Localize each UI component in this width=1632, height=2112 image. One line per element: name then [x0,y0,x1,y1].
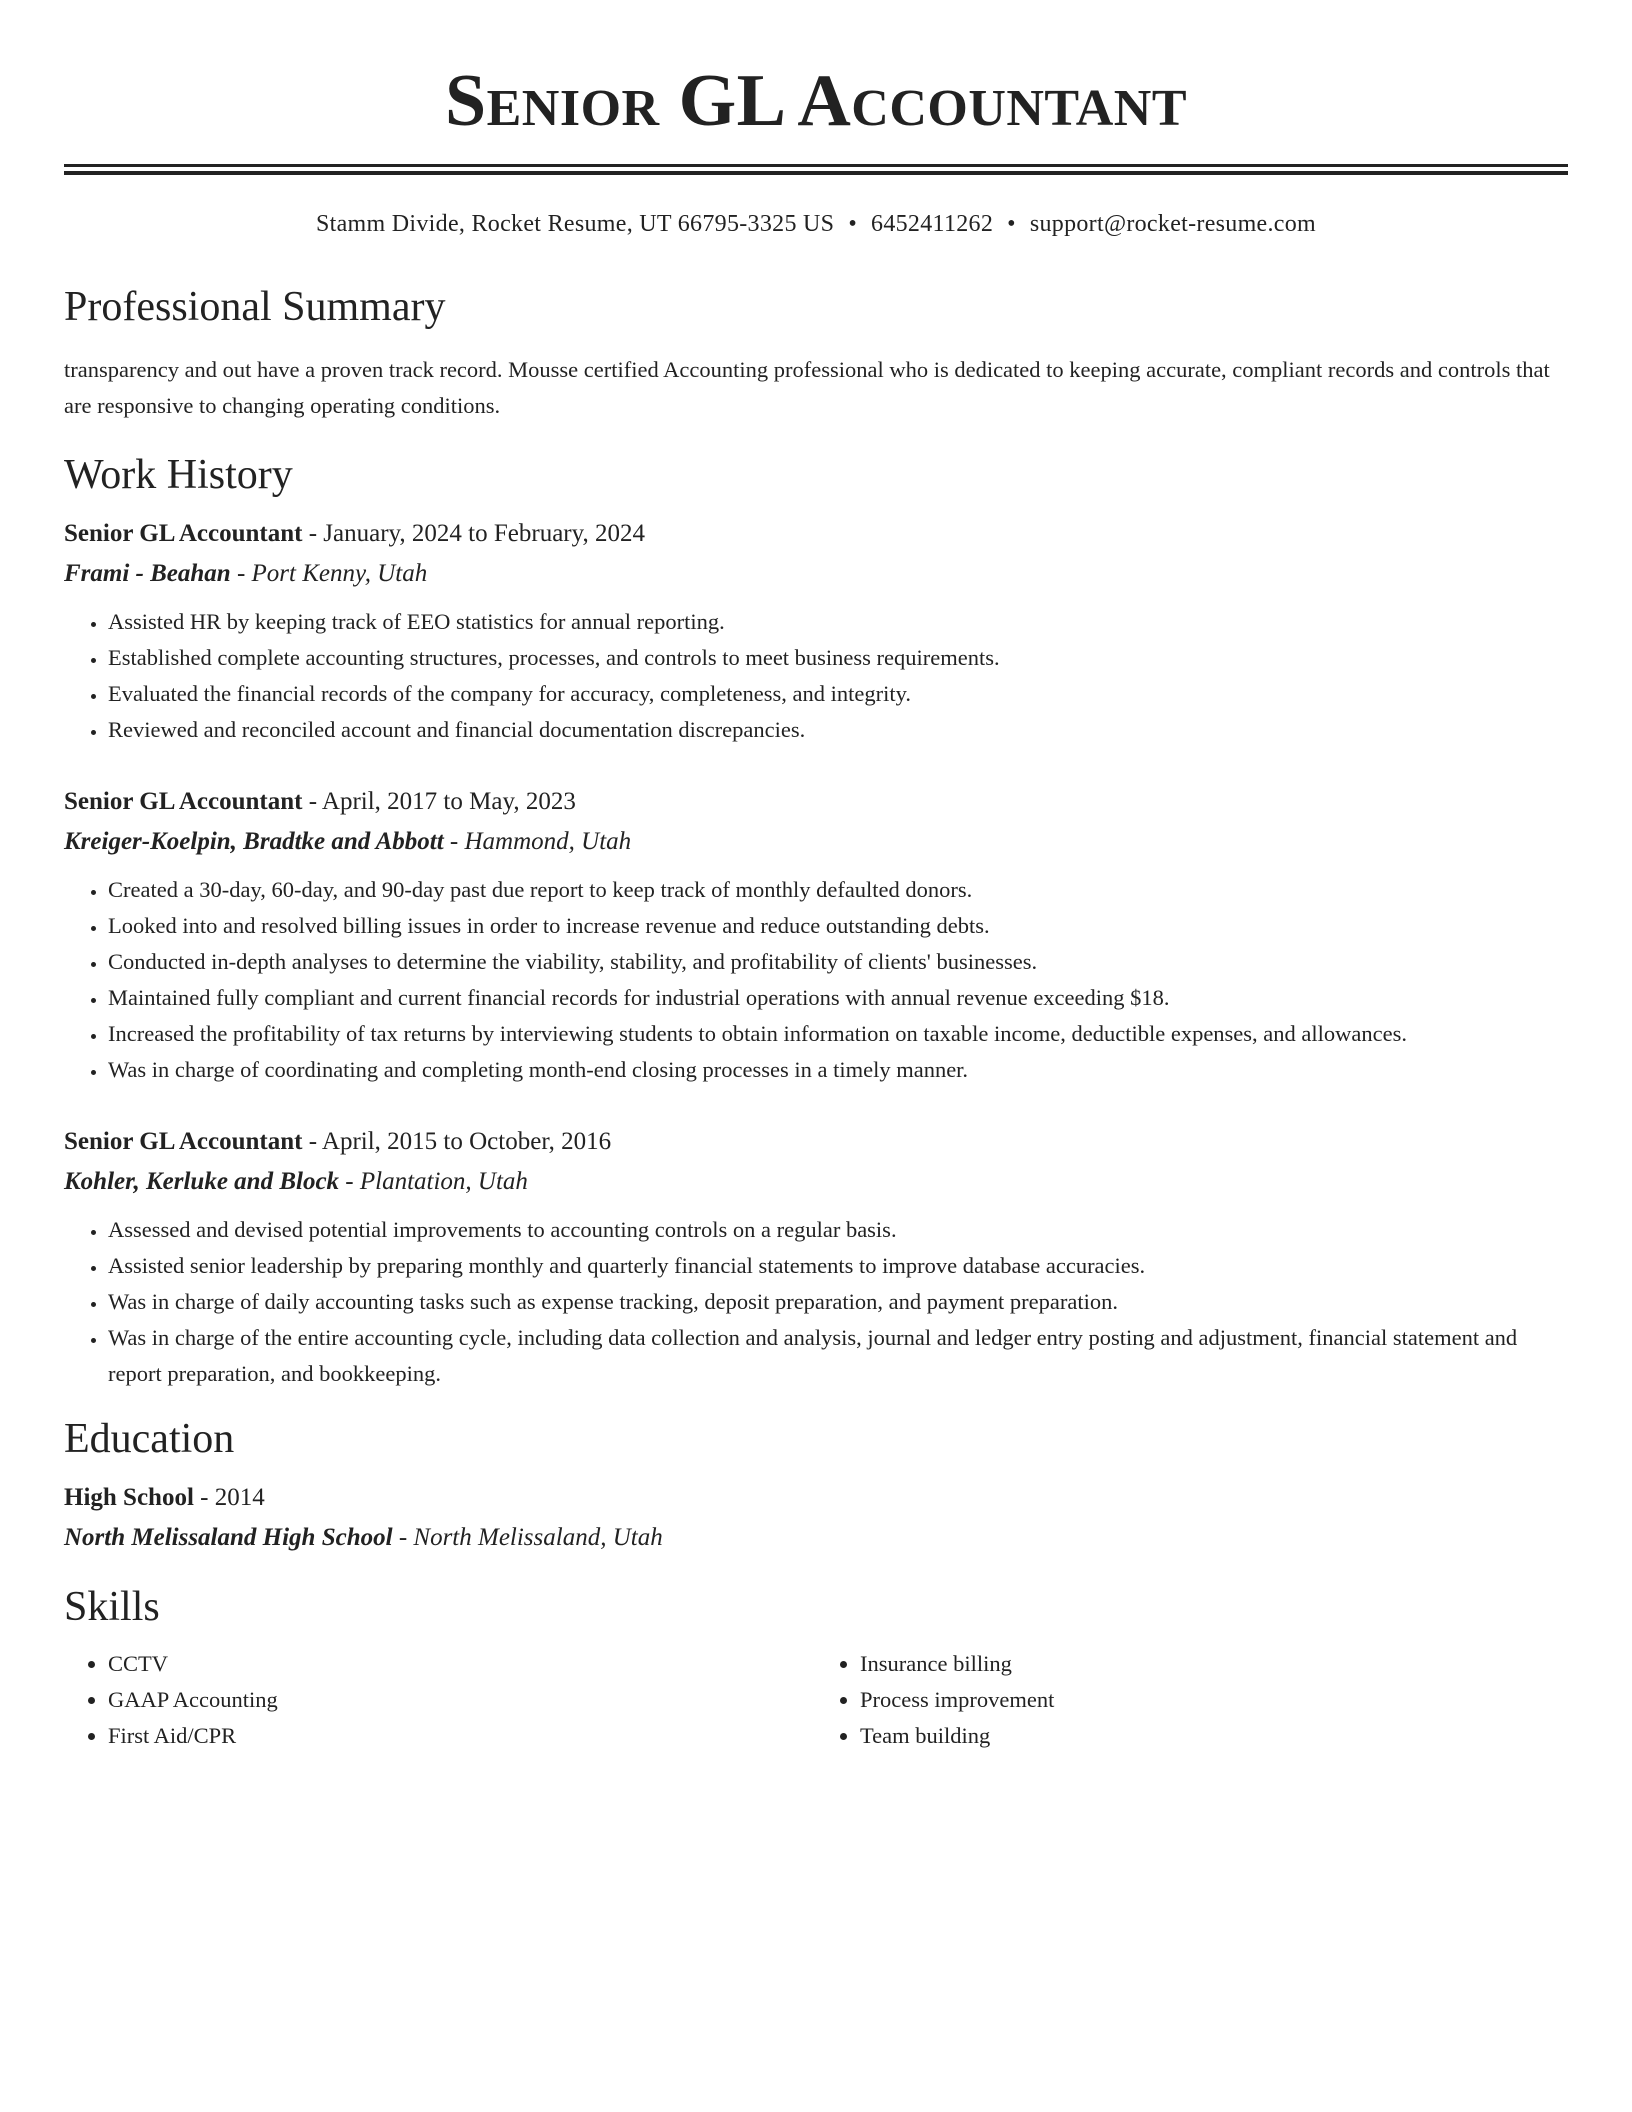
job-company-line [64,822,1568,862]
skill-item: • Process improvement [860,1682,1568,1718]
list-item: • Was in charge of daily accounting tasks such as expense tracking, deposit preparation, and payment preparation. [108,1284,1568,1320]
education-school: North Melissaland High School [64,1524,393,1551]
contact-address: Stamm Divide, Rocket Resume, UT 66795-3325 US [315,211,835,237]
page-title: Senior GL Accountant [444,60,1188,142]
skill-item: • GAAP Accounting [108,1682,816,1718]
list-item: • Was in charge of the entire accounting cycle, including data collection and analysis, journal and ledger entry posting and adjustment, financial statement and report preparation, and bookkeeping. [108,1320,1568,1392]
education-location: - North Melissaland, Utah [392,1524,663,1551]
job-bullets [64,604,1568,748]
list-item: • Maintained fully compliant and current financial records for industrial operations with annual revenue exceeding $18. [108,980,1568,1016]
job-dates: - April, 2017 to May, 2023 [302,788,576,815]
work-history-heading: Work History [64,452,293,498]
list-item: • Assisted HR by keeping track of EEO statistics for annual reporting. [108,604,1568,640]
list-item: • Established complete accounting structures, processes, and controls to meet business requirements. [108,640,1568,676]
job-entry-1 [64,514,1568,748]
skills-column-left [64,1646,816,1754]
job-title-line [64,782,1568,822]
education-year: - 2014 [193,1484,265,1511]
job-dates: - April, 2015 to October, 2016 [302,1128,612,1155]
job-company: Kreiger-Koelpin, Bradtke and Abbott [64,828,444,855]
contact-email: support@rocket-resume.com [1029,211,1317,237]
job-title: Senior GL Accountant [64,520,303,547]
education-degree: High School [64,1484,194,1511]
summary-text: transparency and out have a proven track record. Mousse certified Accounting professional who is dedicated to keeping accurate, compliant records and controls that are responsive to changing operating conditions. [64,357,1550,418]
contact-separator: • [1007,211,1016,237]
skills-heading: Skills [64,1584,160,1630]
job-location: - Plantation, Utah [339,1168,528,1195]
contact-phone: 6452411262 [871,211,994,237]
job-dates: - January, 2024 to February, 2024 [302,520,645,547]
job-location: - Hammond, Utah [443,828,632,855]
list-item: • Was in charge of coordinating and completing month-end closing processes in a timely manner. [108,1052,1568,1088]
job-title-line [64,514,1568,554]
education-heading: Education [64,1416,235,1462]
summary-heading: Professional Summary [64,284,446,330]
list-item: • Assessed and devised potential improvements to accounting controls on a regular basis. [108,1212,1568,1248]
job-company-line [64,554,1568,594]
job-title: Senior GL Accountant [64,788,303,815]
contact-line [64,209,1568,239]
job-title-line [64,1122,1568,1162]
contact-separator: • [848,211,858,237]
title-divider [64,164,1568,175]
job-company: Kohler, Kerluke and Block [64,1168,340,1195]
job-entry-3 [64,1122,1568,1392]
list-item: • Increased the profitability of tax returns by interviewing students to obtain information on taxable income, deductible expenses, and allowances. [108,1016,1568,1052]
education-entry [64,1478,1568,1558]
list-item: • Assisted senior leadership by preparing monthly and quarterly financial statements to improve database accuracies. [108,1248,1568,1284]
job-entry-2 [64,782,1568,1088]
job-bullets [64,1212,1568,1392]
list-item: • Looked into and resolved billing issues in order to increase revenue and reduce outstanding debts. [108,908,1568,944]
skill-item: • Team building [860,1718,1568,1754]
job-title: Senior GL Accountant [64,1128,303,1155]
skill-item: • Insurance billing [860,1646,1568,1682]
list-item: • Created a 30-day, 60-day, and 90-day past due report to keep track of monthly defaulted donors. [108,872,1568,908]
skills-grid [64,1646,1568,1754]
job-bullets [64,872,1568,1088]
job-company-line [64,1162,1568,1202]
education-school-line [64,1518,1568,1558]
skill-item: • First Aid/CPR [108,1718,816,1754]
education-degree-line [64,1478,1568,1518]
job-location: - Port Kenny, Utah [230,560,428,587]
job-company: Frami - Beahan [64,560,231,587]
skill-item: • CCTV [108,1646,816,1682]
skills-column-right [816,1646,1568,1754]
list-item: • Reviewed and reconciled account and financial documentation discrepancies. [108,712,1568,748]
list-item: • Evaluated the financial records of the company for accuracy, completeness, and integrity. [108,676,1568,712]
list-item: • Conducted in-depth analyses to determine the viability, stability, and profitability of clients' businesses. [108,944,1568,980]
